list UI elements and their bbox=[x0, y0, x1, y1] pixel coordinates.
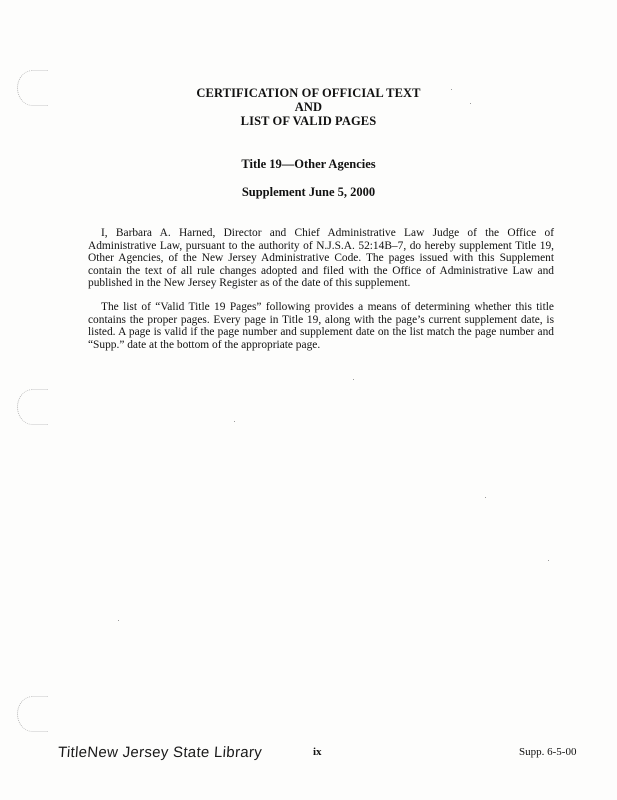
scan-speck bbox=[548, 560, 549, 561]
scan-speck bbox=[485, 497, 486, 498]
library-stamp: TitleNew Jersey State Library bbox=[57, 744, 263, 761]
scan-speck bbox=[451, 89, 452, 90]
scan-speck bbox=[118, 620, 119, 621]
title-heading: Title 19—Other Agencies bbox=[241, 157, 376, 171]
certification-paragraph: I, Barbara A. Harned, Director and Chief Administrative Law Judge of the Office of Administrative Law, pursuant to the authority of N.J.S.A. 52:14B–7, do hereby supplement Title 19, Other Agencies, of the New Jersey Administrative Code. The pages issued with this Supplement contain the text of all rule changes adopted and filed with the Office of Administrative Law and published in the New Jersey Register as of the date of this supplement. bbox=[88, 227, 554, 290]
scan-speck bbox=[470, 103, 471, 104]
binder-hole-mark bbox=[17, 696, 48, 732]
valid-pages-heading: LIST OF VALID PAGES bbox=[240, 114, 377, 128]
supplement-date-heading: Supplement June 5, 2000 bbox=[241, 185, 376, 199]
scan-speck bbox=[353, 379, 354, 380]
supplement-footer-date: Supp. 6-5-00 bbox=[519, 746, 577, 758]
binder-hole-mark bbox=[17, 389, 48, 425]
certification-heading-and: AND bbox=[294, 100, 323, 114]
scan-speck bbox=[234, 421, 235, 422]
certification-heading: CERTIFICATION OF OFFICIAL TEXT bbox=[196, 86, 421, 100]
valid-pages-paragraph: The list of “Valid Title 19 Pages” following provides a means of determining whether this title contains the proper pages. Every page in Title 19, along with the page’s current supplement date, is listed. A page is valid if the page number and supplement date on the list match the page number and “Supp.” date at the bottom of the appropriate page. bbox=[88, 301, 554, 351]
page-number: ix bbox=[313, 746, 322, 758]
